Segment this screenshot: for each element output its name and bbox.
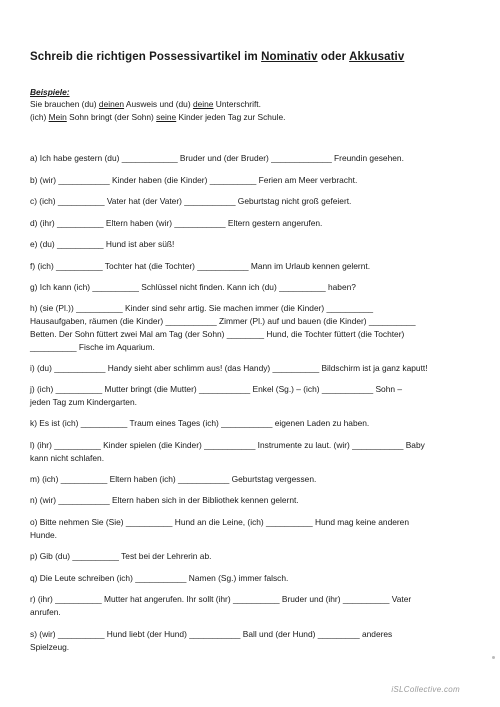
- exercise-line: Betten. Der Sohn füttert zwei Mal am Tag (der Sohn) ________ Hund, die Tochter füttert (die Tochter): [30, 329, 405, 339]
- title-nominativ: Nominativ: [261, 51, 318, 63]
- exercise-line: n) (wir) ___________ Eltern haben sich in der Bibliothek kennen gelernt.: [30, 495, 299, 505]
- exercise-line: jeden Tag zum Kindergarten.: [30, 397, 137, 407]
- exercise-line: kann nicht schlafen.: [30, 453, 105, 463]
- example-answer: deine: [192, 99, 214, 109]
- exercise-line: f) (ich) __________ Tochter hat (die Tochter) ___________ Mann im Urlaub kennen gelernt.: [30, 261, 371, 271]
- exercise-line: r) (ihr) __________ Mutter hat angerufen. Ihr sollt (ihr) __________ Bruder und (ihr) __________ Vater: [30, 594, 412, 604]
- exercise-line: k) Es ist (ich) __________ Traum eines Tages (ich) ___________ eigenen Laden zu haben.: [30, 418, 370, 428]
- exercise-line: p) Gib (du) __________ Test bei der Lehrerin ab.: [30, 551, 212, 561]
- exercise-line: s) (wir) __________ Hund liebt (der Hund) ___________ Ball und (der Hund) _________ anderes: [30, 629, 393, 639]
- title-text: Schreib die richtigen Possessivartikel im: [30, 51, 262, 63]
- exercise-line: a) Ich habe gestern (du) ____________ Bruder und (der Bruder) _____________ Freundin gesehen.: [30, 153, 404, 163]
- example-line-1: Sie brauchen (du) deinen Ausweis und (du) deine Unterschrift.: [30, 99, 261, 109]
- exercise-line: m) (ich) __________ Eltern haben (ich) ___________ Geburtstag vergessen.: [30, 474, 317, 484]
- exercise-line: __________ Fische im Aquarium.: [30, 342, 155, 352]
- worksheet-title: [30, 51, 480, 63]
- page-dot: [492, 656, 495, 659]
- exercise-line: l) (ihr) __________ Kinder spielen (die Kinder) ___________ Instrumente zu laut. (wir) ___________ Baby: [30, 440, 425, 450]
- exercise-line: c) (ich) __________ Vater hat (der Vater) ___________ Geburtstag nicht groß gefeiert.: [30, 196, 352, 206]
- example-answer: Mein: [48, 112, 67, 122]
- exercise-line: b) (wir) ___________ Kinder haben (die Kinder) __________ Ferien am Meer verbracht.: [30, 175, 358, 185]
- exercise-line: e) (du) __________ Hund ist aber süß!: [30, 239, 175, 249]
- exercise-line: h) (sie (Pl.)) __________ Kinder sind sehr artig. Sie machen immer (die Kinder) __________: [30, 303, 374, 313]
- exercise-line: d) (ihr) __________ Eltern haben (wir) ___________ Eltern gestern angerufen.: [30, 218, 323, 228]
- exercise-line: o) Bitte nehmen Sie (Sie) __________ Hund an die Leine, (ich) __________ Hund mag keine anderen: [30, 517, 410, 527]
- exercise-line: g) Ich kann (ich) __________ Schlüssel nicht finden. Kann ich (du) __________ haben?: [30, 282, 356, 292]
- exercise-line: anrufen.: [30, 607, 61, 617]
- exercise-line: j) (ich) __________ Mutter bringt (die Mutter) ___________ Enkel (Sg.) – (ich) ___________ Sohn –: [30, 384, 402, 394]
- examples-heading: Beispiele:: [30, 87, 70, 97]
- example-answer: seine: [156, 112, 177, 122]
- example-line-2: (ich) Mein Sohn bringt (der Sohn) seine Kinder jeden Tag zur Schule.: [30, 112, 286, 122]
- exercise-line: Hausaufgaben, räumen (die Kinder) ___________ Zimmer (Pl.) auf und bauen (die Kinder) __________: [30, 316, 416, 326]
- title-text-or: oder: [317, 51, 350, 63]
- title-akkusativ: Akkusativ: [349, 51, 405, 63]
- exercise-line: Hunde.: [30, 530, 58, 540]
- exercise-line: Spielzeug.: [30, 642, 70, 652]
- watermark: iSLCollective.com: [391, 685, 460, 694]
- exercise-line: i) (du) ___________ Handy sieht aber schlimm aus! (das Handy) __________ Bildschirm ist ja ganz kaputt!: [30, 363, 428, 373]
- exercise-line: q) Die Leute schreiben (ich) ___________ Namen (Sg.) immer falsch.: [30, 573, 289, 583]
- example-answer: deinen: [98, 99, 125, 109]
